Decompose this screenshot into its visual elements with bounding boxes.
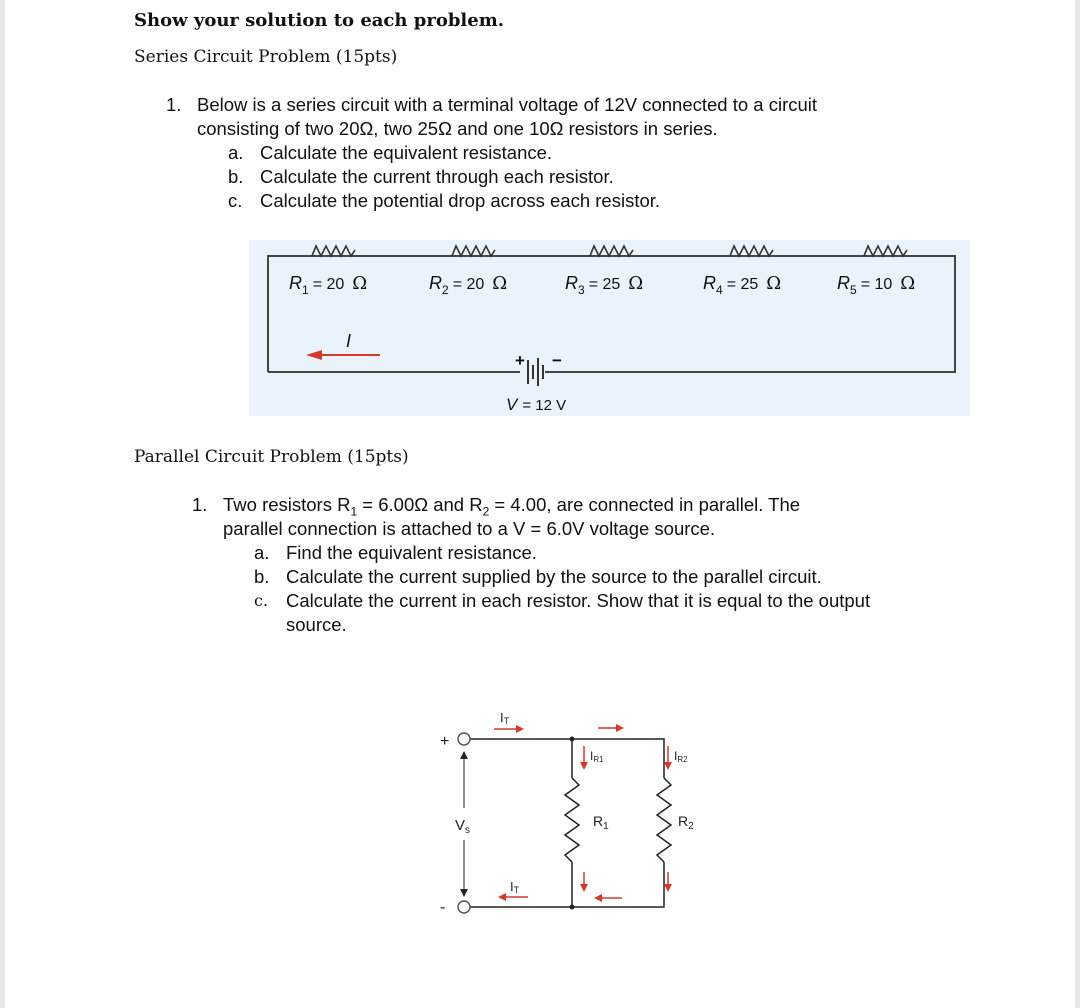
current-arrow-icon <box>306 350 322 360</box>
part-letter: b. <box>254 566 270 587</box>
it-label-bottom: IT <box>510 879 520 895</box>
resistor-4-zigzag-icon <box>730 246 773 256</box>
r1-label: $R_1$ <box>593 813 609 832</box>
question-line: Two resistors $R_1 = 6.00\Omega$ and $R_2 = 4.00$, are connected in parallel. The <box>223 494 801 519</box>
battery-icon <box>528 358 543 386</box>
part-letter: a. <box>254 542 270 563</box>
ir2-label: IR2 <box>674 749 688 764</box>
resistor-2-zigzag-icon <box>452 246 495 256</box>
resistor-label: $R_5 = 10$ Ω <box>837 273 916 297</box>
page-heading: Show your solution to each problem. <box>134 10 505 31</box>
question-line: consisting of two 20Ω, two 25Ω and one 10Ω resistors in series. <box>197 118 718 139</box>
part-text: Calculate the equivalent resistance. <box>260 142 553 163</box>
resistor-5-zigzag-icon <box>864 246 907 256</box>
terminal-plus-label: + <box>440 733 450 750</box>
r2-label: $R_2$ <box>678 813 694 832</box>
part-text: Calculate the current supplied by the source to the parallel circuit. <box>286 566 822 587</box>
question-line: Below is a series circuit with a terminal voltage of 12V connected to a circuit <box>197 94 818 115</box>
part-text: Calculate the current in each resistor. Show that it is equal to the output <box>286 590 871 611</box>
voltage-label: V = 12 V <box>506 395 567 414</box>
battery-minus-label: − <box>552 351 562 370</box>
question-number: 1. <box>166 94 182 115</box>
question-number: 1. <box>192 494 208 515</box>
resistor-label: $R_1 = 20$ Ω <box>289 273 368 297</box>
part-letter: c. <box>254 591 269 610</box>
current-label: I <box>346 331 352 351</box>
ir1-label: IR1 <box>590 749 604 764</box>
resistor-3-zigzag-icon <box>590 246 633 256</box>
parallel-section-title: Parallel Circuit Problem (15pts) <box>134 447 409 467</box>
part-letter: c. <box>228 190 243 211</box>
question-line: parallel connection is attached to a V = 6.0V voltage source. <box>223 518 716 539</box>
part-letter: a. <box>228 142 244 163</box>
part-text: Calculate the potential drop across each resistor. <box>260 190 661 211</box>
part-text-continued: source. <box>286 614 347 635</box>
terminal-minus-label: - <box>440 899 446 916</box>
series-section-title: Series Circuit Problem (15pts) <box>134 47 398 67</box>
it-label-top: IT <box>500 710 510 726</box>
resistor-label: $R_2 = 20$ Ω <box>429 273 508 297</box>
part-text: Find the equivalent resistance. <box>286 542 537 563</box>
resistor-label: $R_3 = 25$ Ω <box>565 273 644 297</box>
resistor-symbols <box>312 246 907 256</box>
resistor-label: $R_4 = 25$ Ω <box>703 273 782 297</box>
resistor-1-zigzag-icon <box>312 246 355 256</box>
battery-plus-label: + <box>515 351 525 370</box>
vs-label: $V_s$ <box>455 817 471 836</box>
part-letter: b. <box>228 166 244 187</box>
part-text: Calculate the current through each resistor. <box>260 166 614 187</box>
